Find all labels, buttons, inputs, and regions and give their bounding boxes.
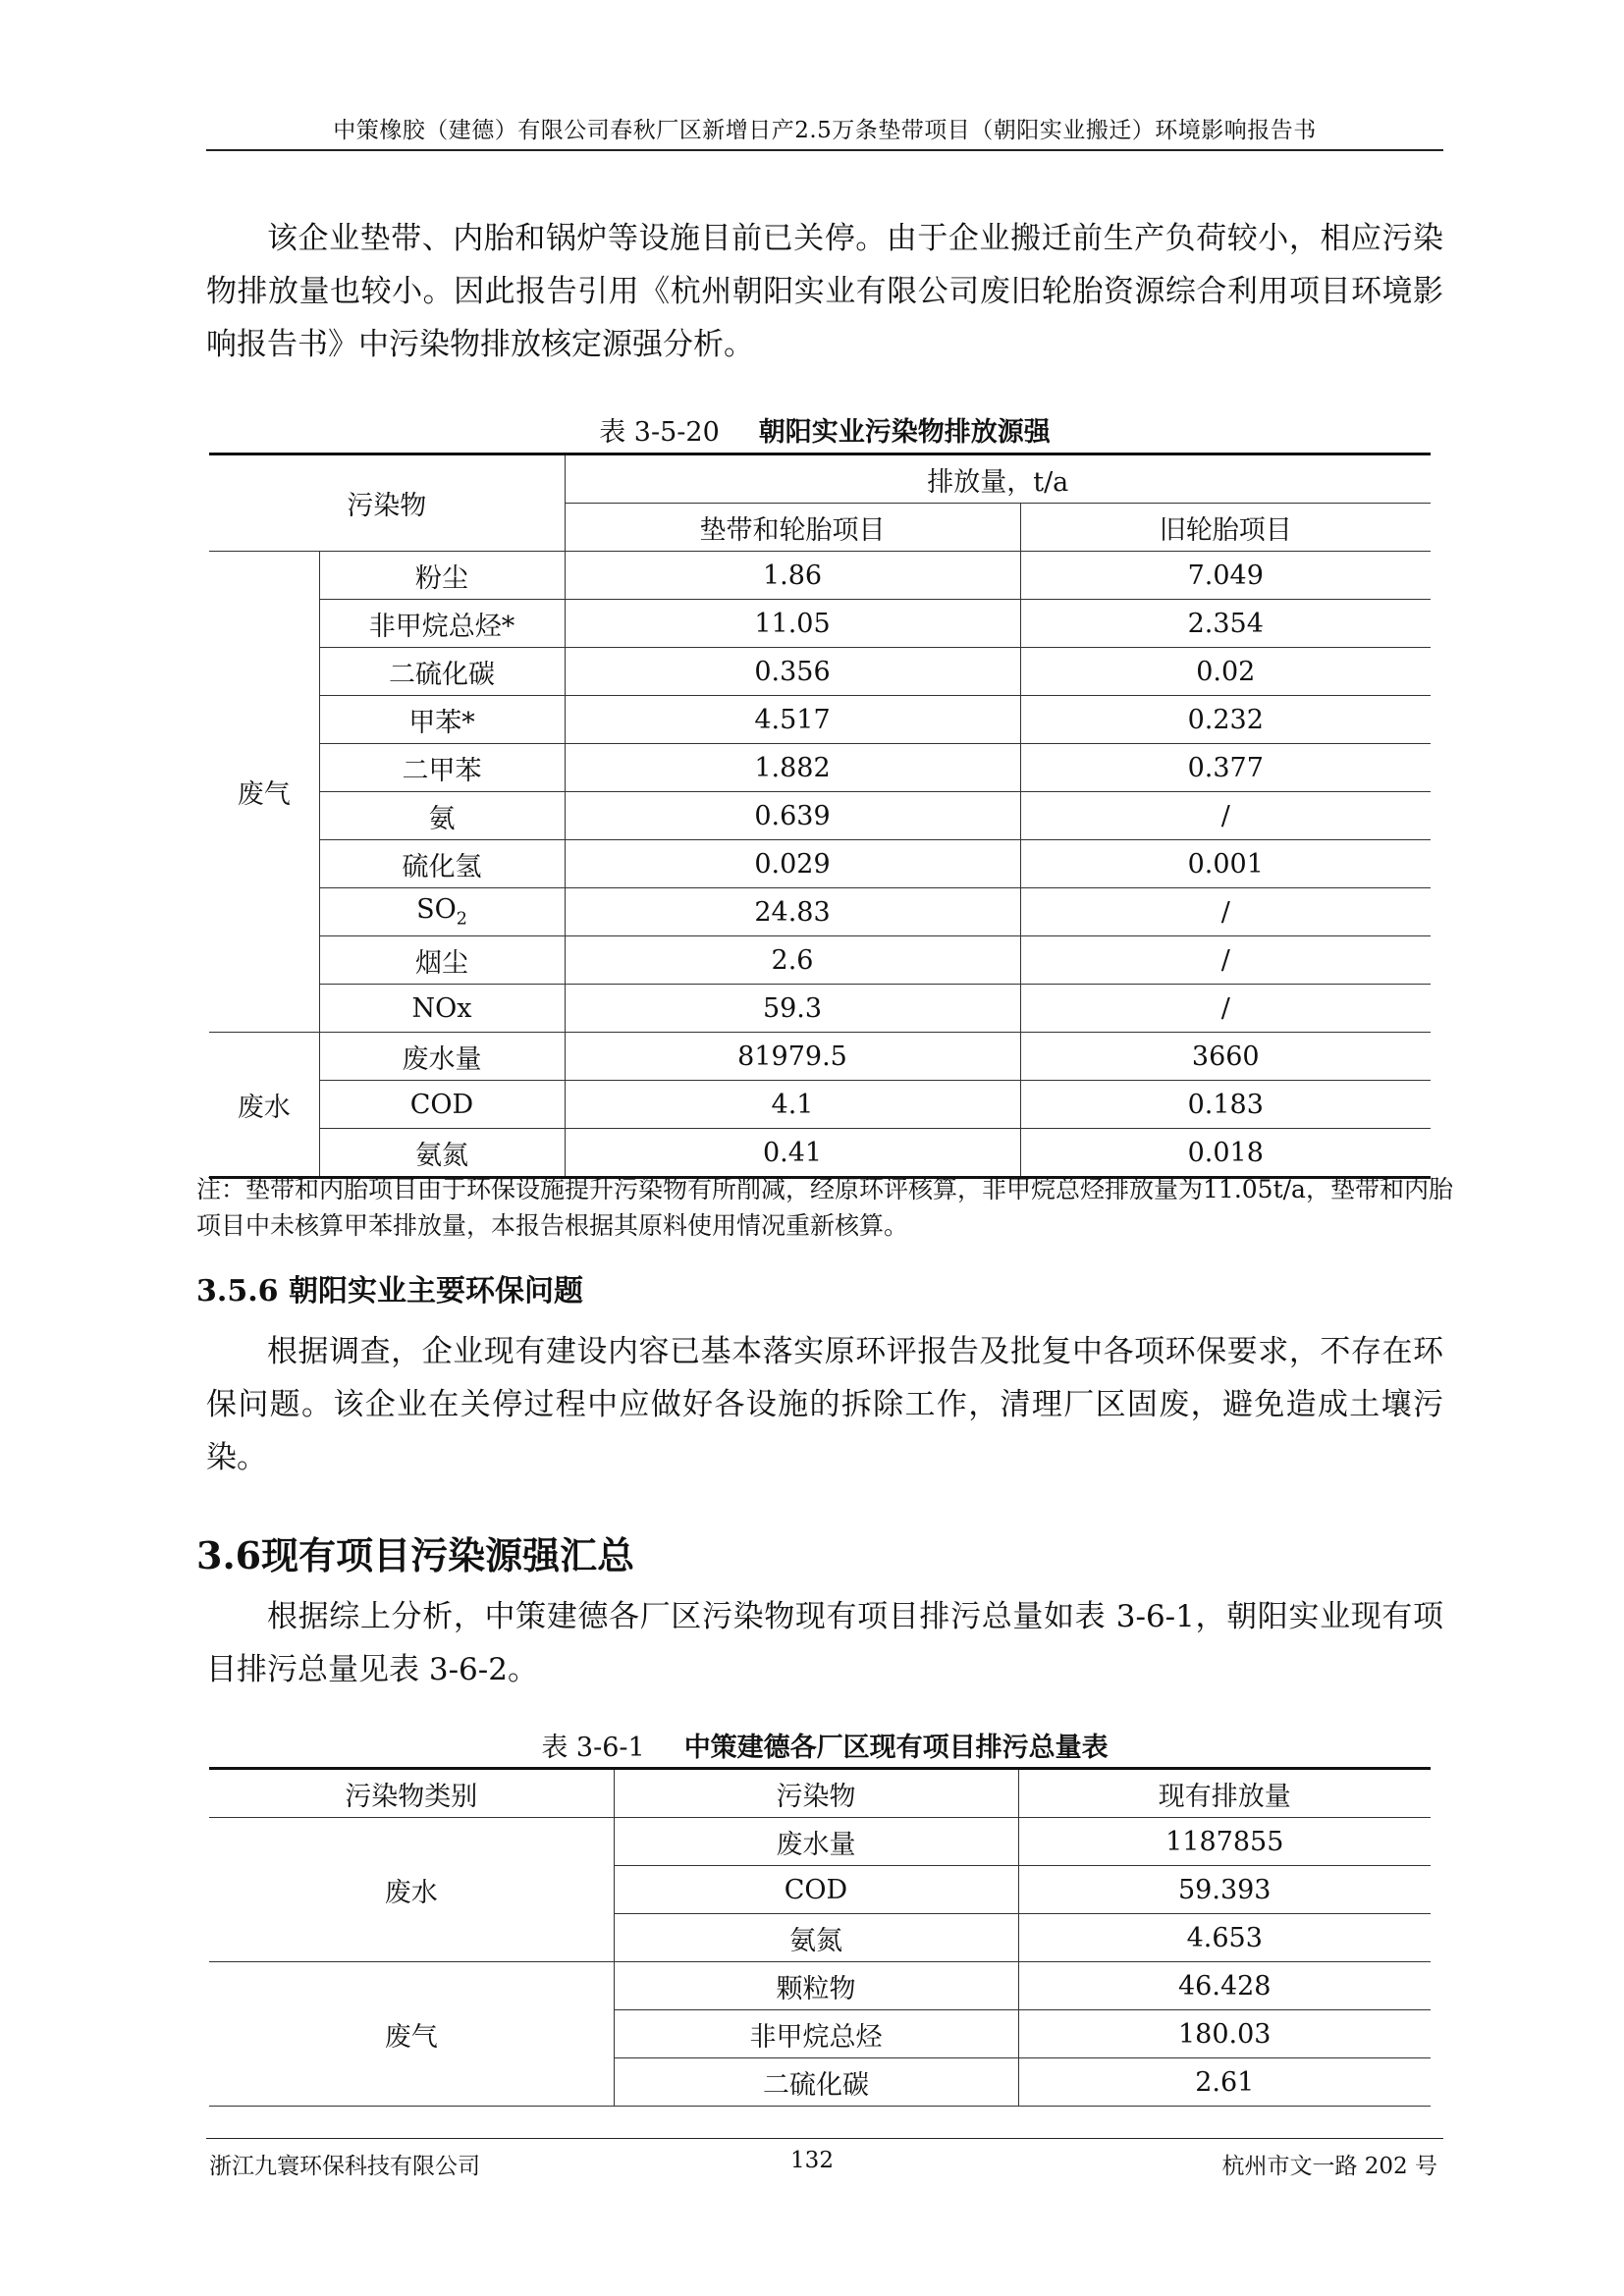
value-cell: /	[1020, 985, 1431, 1033]
table1-title: 朝阳实业污染物排放源强	[758, 417, 1051, 448]
value-cell: 0.356	[565, 648, 1020, 696]
value-cell: 81979.5	[565, 1033, 1020, 1081]
pollutant-name	[319, 888, 565, 936]
pollutant-name: 非甲烷总烃	[614, 2010, 1018, 2058]
pollutant-name: 氨氮	[319, 1129, 565, 1178]
value-cell: /	[1020, 792, 1431, 840]
header-amount: 现有排放量	[1018, 1769, 1431, 1818]
group-label-gas: 废气	[209, 552, 319, 1033]
value-cell: 4.653	[1018, 1914, 1431, 1962]
pollutant-name: 颗粒物	[614, 1962, 1018, 2010]
pollutant-name: 废水量	[614, 1818, 1018, 1866]
table2-title: 中策建德各厂区现有项目排污总量表	[683, 1733, 1109, 1763]
pollutant-name: NOx	[319, 985, 565, 1033]
pollutant-name: 氨氮	[614, 1914, 1018, 1962]
value-cell: 3660	[1020, 1033, 1431, 1081]
intro-paragraph: 该企业垫带、内胎和锅炉等设施目前已关停。由于企业搬迁前生产负荷较小，相应污染物排放量也较小。因此报告引用《杭州朝阳实业有限公司废旧轮胎资源综合利用项目环境影响报告书》中污染物排放核定源强分析。	[206, 221, 1443, 362]
section-heading-3-5-6: 3.5.6 朝阳实业主要环保问题	[196, 1274, 583, 1308]
value-cell: 4.517	[565, 696, 1020, 744]
footer-company: 浙江九寰环保科技有限公司	[209, 2154, 480, 2179]
value-cell: 0.001	[1020, 840, 1431, 888]
table2-number: 表 3-6-1	[541, 1733, 645, 1763]
value-cell: 0.029	[565, 840, 1020, 888]
header-col2: 旧轮胎项目	[1020, 504, 1431, 552]
value-cell: 0.232	[1020, 696, 1431, 744]
value-cell: 11.05	[565, 600, 1020, 648]
value-cell: 0.183	[1020, 1081, 1431, 1129]
value-cell: 2.354	[1020, 600, 1431, 648]
value-cell: 46.428	[1018, 1962, 1431, 2010]
pollutant-name: COD	[614, 1866, 1018, 1914]
value-cell: 1.882	[565, 744, 1020, 792]
value-cell: 0.41	[565, 1129, 1020, 1178]
pollutant-name: 非甲烷总烃*	[319, 600, 565, 648]
value-cell: 7.049	[1020, 552, 1431, 600]
value-cell: 59.3	[565, 985, 1020, 1033]
pollutant-name: 烟尘	[319, 936, 565, 985]
header-pollutant: 污染物	[209, 454, 565, 552]
footer-address: 杭州市文一路 202 号	[1221, 2154, 1437, 2179]
header-emission: 排放量，t/a	[565, 454, 1431, 504]
value-cell: 180.03	[1018, 2010, 1431, 2058]
header-category: 污染物类别	[209, 1769, 614, 1818]
running-header: 中策橡胶（建德）有限公司春秋厂区新增日产2.5万条垫带项目（朝阳实业搬迁）环境影响报告书	[333, 118, 1317, 143]
table1-caption	[206, 410, 1443, 449]
value-cell: /	[1020, 936, 1431, 985]
emission-table	[209, 453, 1431, 1179]
value-cell: 1187855	[1018, 1818, 1431, 1866]
pollutant-name: 硫化氢	[319, 840, 565, 888]
header-pollutant: 污染物	[614, 1769, 1018, 1818]
header-col1: 垫带和轮胎项目	[565, 504, 1020, 552]
table2-caption	[206, 1726, 1443, 1764]
value-cell: 24.83	[565, 888, 1020, 936]
group-label-water: 废水	[209, 1033, 319, 1178]
value-cell: 4.1	[565, 1081, 1020, 1129]
pollutant-name: 二硫化碳	[319, 648, 565, 696]
pollutant-name: 二硫化碳	[614, 2058, 1018, 2107]
value-cell: 0.018	[1020, 1129, 1431, 1178]
pollutant-formula: SO	[416, 894, 457, 926]
value-cell: 0.02	[1020, 648, 1431, 696]
page-number: 132	[790, 2148, 834, 2173]
table1-note: 注：垫带和内胎项目由于环保设施提升污染物有所削减，经原环评核算，非甲烷总烃排放量为11.05t/a，垫带和内胎项目中未核算甲苯排放量，本报告根据其原料使用情况重新核算。	[196, 1175, 1453, 1240]
pollutant-name: 粉尘	[319, 552, 565, 600]
pollutant-name: 二甲苯	[319, 744, 565, 792]
value-cell: 0.639	[565, 792, 1020, 840]
section-3-6-text: 根据综上分析，中策建德各厂区污染物现有项目排污总量如表 3-6-1，朝阳实业现有项目排污总量见表 3-6-2。	[206, 1599, 1443, 1687]
value-cell: 0.377	[1020, 744, 1431, 792]
value-cell: 1.86	[565, 552, 1020, 600]
section-heading-3-6: 3.6现有项目污染源强汇总	[196, 1533, 635, 1577]
pollutant-name: COD	[319, 1081, 565, 1129]
table1-number: 表 3-5-20	[599, 417, 720, 448]
formula-subscript: 2	[456, 909, 467, 930]
section-3-5-6-text: 根据调查，企业现有建设内容已基本落实原环评报告及批复中各项环保要求，不存在环保问题。该企业在关停过程中应做好各设施的拆除工作，清理厂区固废，避免造成土壤污染。	[206, 1334, 1443, 1475]
group-label-water: 废水	[209, 1818, 614, 1962]
value-cell: 59.393	[1018, 1866, 1431, 1914]
value-cell: 2.6	[565, 936, 1020, 985]
value-cell: /	[1020, 888, 1431, 936]
value-cell: 2.61	[1018, 2058, 1431, 2107]
pollutant-name: 甲苯*	[319, 696, 565, 744]
pollutant-name: 废水量	[319, 1033, 565, 1081]
summary-table	[209, 1767, 1431, 2107]
header-rule	[206, 149, 1443, 151]
group-label-gas: 废气	[209, 1962, 614, 2107]
footer-rule	[206, 2138, 1443, 2139]
pollutant-name: 氨	[319, 792, 565, 840]
